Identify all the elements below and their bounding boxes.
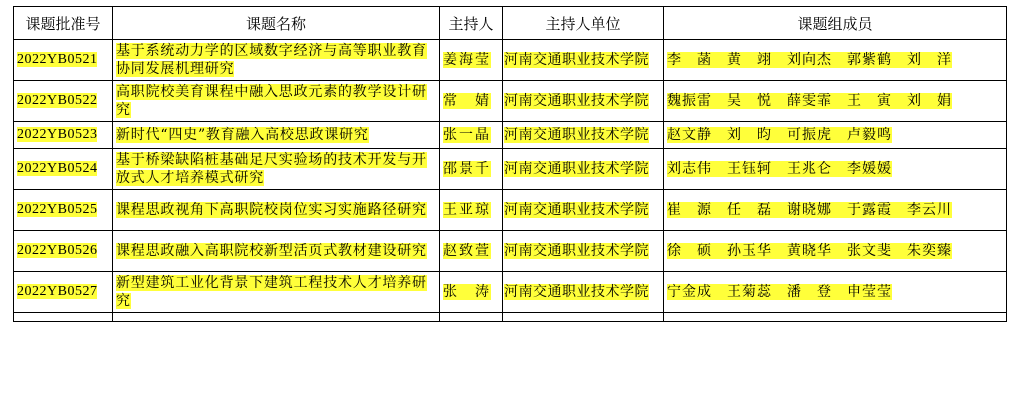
table-row xyxy=(14,149,1007,190)
header-members: 课题组成员 xyxy=(664,7,1007,40)
team-members: 徐 硕 孙玉华 黄晓华 张文斐 朱奕臻 xyxy=(667,243,952,259)
host-cell xyxy=(440,149,503,190)
host-name: 常 婧 xyxy=(443,93,491,109)
host-name: 王亚琼 xyxy=(443,202,491,218)
host-cell xyxy=(440,122,503,149)
unit-cell xyxy=(503,81,664,122)
project-id: 2022YB0523 xyxy=(17,127,98,142)
empty-cell xyxy=(14,313,113,322)
unit-cell xyxy=(503,40,664,81)
project-title-cell xyxy=(113,122,440,149)
members-cell xyxy=(664,122,1007,149)
unit-cell xyxy=(503,190,664,231)
host-cell xyxy=(440,190,503,231)
header-id: 课题批准号 xyxy=(14,7,113,40)
host-unit: 河南交通职业技术学院 xyxy=(504,161,649,177)
host-cell xyxy=(440,272,503,313)
unit-cell xyxy=(503,272,664,313)
table-row-cut-off xyxy=(14,313,1007,322)
host-name: 赵致萱 xyxy=(443,243,491,259)
project-id: 2022YB0521 xyxy=(17,52,98,67)
members-cell xyxy=(664,40,1007,81)
table-row xyxy=(14,231,1007,272)
unit-cell xyxy=(503,149,664,190)
members-cell xyxy=(664,190,1007,231)
host-name: 张一晶 xyxy=(443,127,491,143)
members-cell xyxy=(664,149,1007,190)
empty-cell xyxy=(503,313,664,322)
header-row xyxy=(14,7,1007,40)
project-title: 基于系统动力学的区域数字经济与高等职业教育协同发展机理研究 xyxy=(116,43,427,77)
host-unit: 河南交通职业技术学院 xyxy=(504,243,649,259)
project-id: 2022YB0524 xyxy=(17,161,98,176)
project-title-cell xyxy=(113,272,440,313)
header-host: 主持人 xyxy=(440,7,503,40)
host-name: 姜海莹 xyxy=(443,52,491,68)
project-title: 基于桥梁缺陷桩基础足尺实验场的技术开发与开放式人才培养模式研究 xyxy=(116,152,427,186)
project-title-cell xyxy=(113,231,440,272)
project-id-cell xyxy=(14,122,113,149)
host-unit: 河南交通职业技术学院 xyxy=(504,127,649,143)
project-title-cell xyxy=(113,81,440,122)
project-id: 2022YB0525 xyxy=(17,202,98,217)
host-unit: 河南交通职业技术学院 xyxy=(504,93,649,109)
host-cell xyxy=(440,40,503,81)
empty-cell xyxy=(440,313,503,322)
project-title: 课程思政融入高职院校新型活页式教材建设研究 xyxy=(116,243,427,259)
project-title: 课程思政视角下高职院校岗位实习实施路径研究 xyxy=(116,202,427,218)
team-members: 李 菡 黄 翊 刘向杰 郭紫鹤 刘 洋 xyxy=(667,52,952,68)
team-members: 崔 源 任 磊 谢晓娜 于露霞 李云川 xyxy=(667,202,952,218)
project-id: 2022YB0527 xyxy=(17,284,98,299)
project-id-cell xyxy=(14,149,113,190)
project-title-cell xyxy=(113,190,440,231)
host-unit: 河南交通职业技术学院 xyxy=(504,284,649,300)
unit-cell xyxy=(503,122,664,149)
team-members: 宁金成 王菊蕊 潘 登 申莹莹 xyxy=(667,284,892,300)
host-cell xyxy=(440,231,503,272)
table-row xyxy=(14,122,1007,149)
project-table xyxy=(13,6,1007,322)
empty-cell xyxy=(664,313,1007,322)
table-row xyxy=(14,40,1007,81)
project-title: 新型建筑工业化背景下建筑工程技术人才培养研究 xyxy=(116,275,427,309)
team-members: 赵文静 刘 昀 可振虎 卢毅鸣 xyxy=(667,127,892,143)
header-unit: 主持人单位 xyxy=(503,7,664,40)
members-cell xyxy=(664,231,1007,272)
project-id-cell xyxy=(14,81,113,122)
members-cell xyxy=(664,272,1007,313)
team-members: 刘志伟 王钰轲 王兆仑 李媛媛 xyxy=(667,161,892,177)
empty-cell xyxy=(113,313,440,322)
host-unit: 河南交通职业技术学院 xyxy=(504,202,649,218)
project-id-cell xyxy=(14,272,113,313)
project-id-cell xyxy=(14,40,113,81)
header-title: 课题名称 xyxy=(113,7,440,40)
project-title: 新时代“四史”教育融入高校思政课研究 xyxy=(116,127,369,143)
host-name: 邵景千 xyxy=(443,161,491,177)
project-id-cell xyxy=(14,190,113,231)
host-unit: 河南交通职业技术学院 xyxy=(504,52,649,68)
host-name: 张 涛 xyxy=(443,284,491,300)
project-title-cell xyxy=(113,40,440,81)
table-row xyxy=(14,81,1007,122)
project-title-cell xyxy=(113,149,440,190)
host-cell xyxy=(440,81,503,122)
project-id-cell xyxy=(14,231,113,272)
document-table-wrapper xyxy=(13,6,1007,322)
project-id: 2022YB0526 xyxy=(17,243,98,258)
table-row xyxy=(14,272,1007,313)
table-row xyxy=(14,190,1007,231)
members-cell xyxy=(664,81,1007,122)
team-members: 魏振雷 吴 悦 薛雯霏 王 寅 刘 娟 xyxy=(667,93,952,109)
unit-cell xyxy=(503,231,664,272)
project-id: 2022YB0522 xyxy=(17,93,98,108)
project-title: 高职院校美育课程中融入思政元素的教学设计研究 xyxy=(116,84,427,118)
